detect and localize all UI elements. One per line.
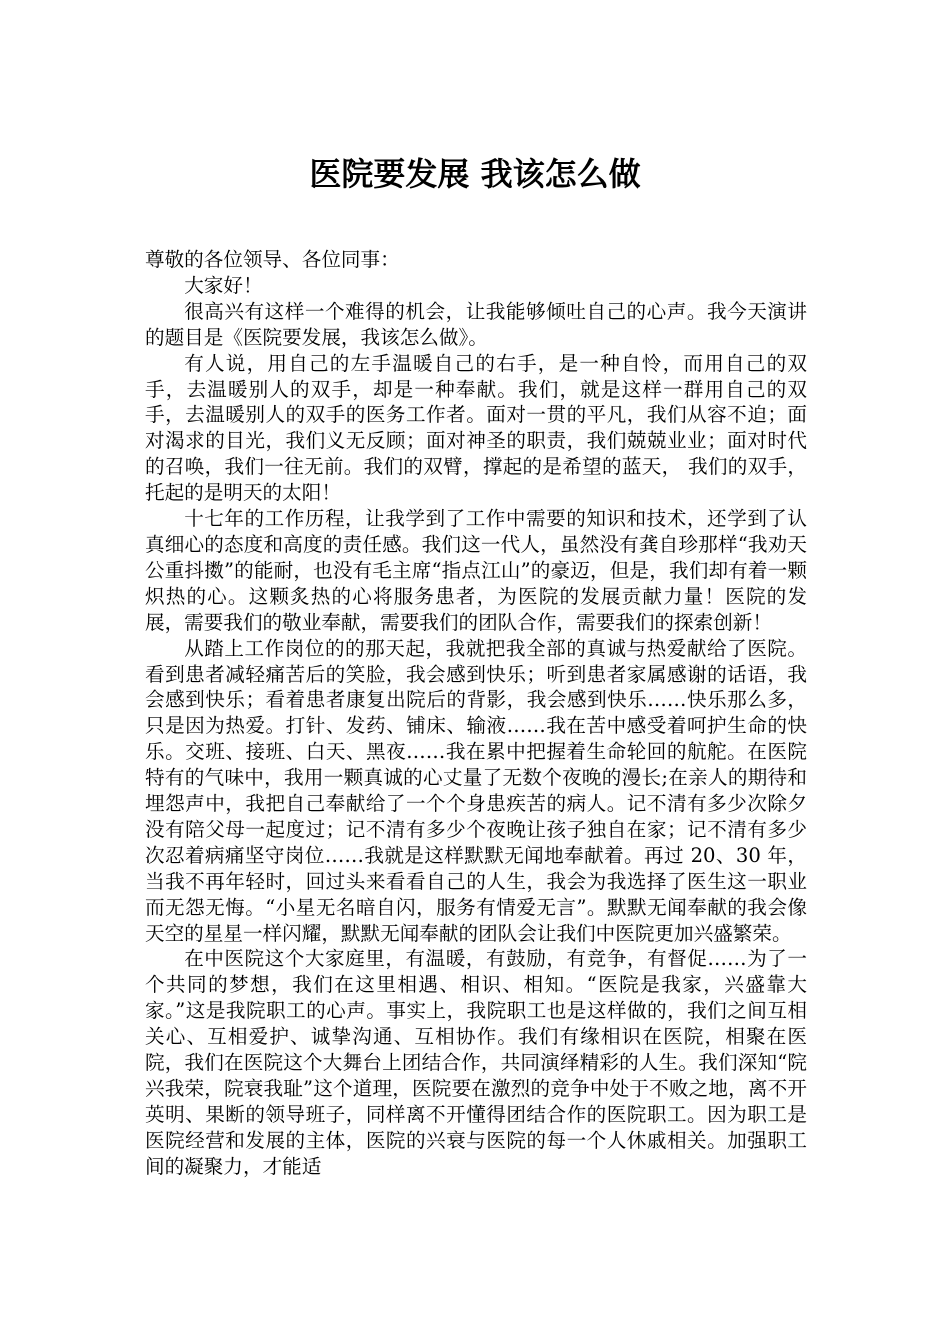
paragraph-devotion: 从踏上工作岗位的的那天起，我就把我全部的真诚与热爱献给了医院。看到患者减轻痛苦后的笑脸，我会感到快乐；听到患者家属感谢的话语，我会感到快乐；看着患者康复出院后的背影，我会感到快乐……快乐那么多，只是因为热爱。打针、发药、铺床、输液……我在苦中感受着呵护生命的快乐。交班、接班、白天、黑夜……我在累中把握着生命轮回的航舵。在医院特有的气味中，我用一颗真诚的心丈量了无数个夜晚的漫长;在亲人的期待和埋怨声中，我把自己奉献给了一个个身患疾苦的病人。记不清有多少次除夕没有陪父母一起度过；记不清有多少个夜晚让孩子独自在家；记不清有多少次忍着病痛坚守岗位……我就是这样默默无闻地奉献着。再过 20、30 年，当我不再年轻时，回过头来看看自己的人生，我会为我选择了医生这一职业而无怨无悔。“小星无名暗自闪，服务有情爱无言”。默默无闻奉献的我会像天空的星星一样闪耀，默默无闻奉献的团队会让我们中医院更加兴盛繁荣。: [145, 636, 807, 945]
paragraph-teamwork: 在中医院这个大家庭里，有温暖，有鼓励，有竞争，有督促……为了一个共同的梦想，我们在这里相遇、相识、相知。“医院是我家，兴盛靠大家。”这是我院职工的心声。事实上，我院职工也是这样做的，我们之间互相关心、互相爱护、诚挚沟通、互相协作。我们有缘相识在医院，相聚在医院，我们在医院这个大舞台上团结合作，共同演绎精彩的人生。我们深知“院兴我荣，院衰我耻”这个道理，医院要在激烈的竞争中处于不败之地，离不开英明、果断的领导班子，同样离不开懂得团结合作的医院职工。因为职工是医院经营和发展的主体，医院的兴衰与医院的每一个人休戚相关。加强职工间的凝聚力，才能适: [145, 947, 807, 1178]
paragraph-intro: 很高兴有这样一个难得的机会，让我能够倾吐自己的心声。我今天演讲的题目是《医院要发展，我该怎么做》。: [145, 299, 807, 349]
paragraph-greeting: 大家好！: [184, 273, 263, 297]
paragraph-experience: 十七年的工作历程，让我学到了工作中需要的知识和技术，还学到了认真细心的态度和高度的责任感。我们这一代人，虽然没有龚自珍那样“我劝天公重抖擞”的能耐，也没有毛主席“指点江山”的豪迈，但是，我们却有着一颗炽热的心。这颗炙热的心将服务患者，为医院的发展贡献力量！医院的发展，需要我们的敬业奉献，需要我们的团队合作，需要我们的探索创新！: [145, 507, 807, 634]
salutation: 尊敬的各位领导、各位同事：: [145, 248, 400, 271]
paragraph-dedication: 有人说，用自己的左手温暖自己的右手，是一种自怜，而用自己的双手，去温暖别人的双手，却是一种奉献。我们，就是这样一群用自己的双手，去温暖别人的双手的医务工作者。面对一贯的平凡，我们从容不迫；面对渴求的目光，我们义无反顾；面对神圣的职责，我们兢兢业业；面对时代的召唤，我们一往无前。我们的双臂，撑起的是希望的蓝天， 我们的双手，托起的是明天的太阳！: [145, 351, 807, 505]
document-body: [145, 247, 807, 1180]
document-title: 医院要发展 我该怎么做: [309, 155, 641, 193]
